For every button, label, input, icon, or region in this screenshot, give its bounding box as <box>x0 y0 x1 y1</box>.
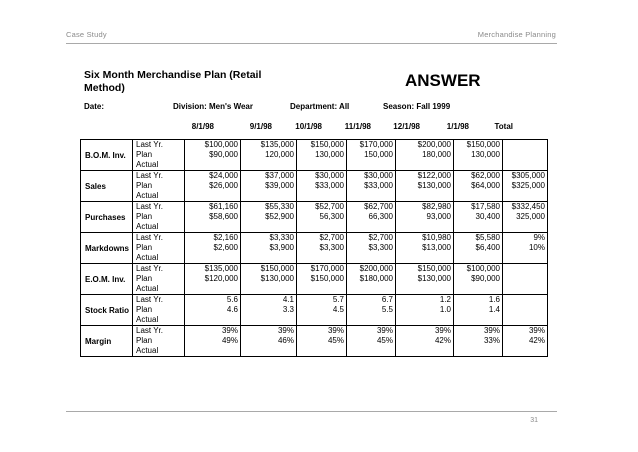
row-label: E.O.M. Inv. <box>81 264 133 295</box>
plan-value: $64,000 <box>471 181 500 190</box>
table-cell <box>185 264 241 295</box>
actual-value <box>454 315 500 325</box>
table-cell <box>185 140 241 171</box>
table-cell <box>241 233 297 264</box>
plan-value: 180,000 <box>422 150 451 159</box>
table-cell <box>454 171 503 202</box>
plan-value: 49% <box>221 336 238 345</box>
table-cell <box>347 295 396 326</box>
plan-value: 45% <box>376 336 393 345</box>
table-cell <box>454 140 503 171</box>
plan-value: $58,600 <box>209 212 238 221</box>
row-type-label: Actual <box>136 191 159 200</box>
table-cell <box>241 171 297 202</box>
table-cell <box>297 326 347 357</box>
actual-value <box>297 315 344 325</box>
actual-value <box>396 191 451 201</box>
last-year-value <box>503 264 545 274</box>
last-year-value: $150,000 <box>466 140 500 149</box>
actual-value <box>185 253 238 263</box>
actual-value <box>347 253 393 263</box>
plan-value: 325,000 <box>516 212 545 221</box>
plan-value: 4.6 <box>226 305 238 314</box>
plan-value: $150,000 <box>310 274 344 283</box>
row-type-labels <box>133 326 185 357</box>
table-cell <box>347 264 396 295</box>
plan-value: 46% <box>277 336 294 345</box>
last-year-value: 39% <box>434 326 451 335</box>
bottom-divider <box>66 411 557 412</box>
row-type-label: Plan <box>136 305 153 314</box>
row-type-label: Plan <box>136 212 153 221</box>
plan-value: $6,400 <box>475 243 500 252</box>
last-year-value: $135,000 <box>204 264 238 273</box>
last-year-value: 39% <box>221 326 238 335</box>
table-cell <box>396 295 454 326</box>
last-year-value: $122,000 <box>417 171 451 180</box>
row-label: Markdowns <box>81 233 133 264</box>
column-header: 10/1/98 <box>295 122 322 131</box>
table-cell <box>454 202 503 233</box>
last-year-value: $135,000 <box>260 140 294 149</box>
actual-value <box>396 315 451 325</box>
last-year-value: 39% <box>528 326 545 335</box>
row-type-labels <box>133 233 185 264</box>
last-year-value: $150,000 <box>310 140 344 149</box>
plan-value: $26,000 <box>209 181 238 190</box>
table-cell <box>297 171 347 202</box>
plan-value: 1.4 <box>488 305 500 314</box>
table-cell <box>241 202 297 233</box>
actual-value <box>347 191 393 201</box>
table-cell <box>241 140 297 171</box>
table-cell <box>503 233 548 264</box>
actual-value <box>185 315 238 325</box>
actual-value <box>241 346 294 356</box>
actual-value <box>396 253 451 263</box>
last-year-value: 5.6 <box>226 295 238 304</box>
department-label: Department: All <box>290 102 350 111</box>
actual-value <box>503 284 545 294</box>
row-type-label: Last Yr. <box>136 233 163 242</box>
last-year-value: 5.7 <box>332 295 344 304</box>
plan-value: 45% <box>327 336 344 345</box>
plan-value: $180,000 <box>359 274 393 283</box>
row-type-label: Last Yr. <box>136 295 163 304</box>
table-cell <box>503 202 548 233</box>
last-year-value: $82,980 <box>422 202 451 211</box>
table-cell <box>347 326 396 357</box>
last-year-value: $2,160 <box>213 233 238 242</box>
table-cell <box>347 171 396 202</box>
last-year-value: $24,000 <box>209 171 238 180</box>
last-year-value: $62,000 <box>471 171 500 180</box>
last-year-value: 39% <box>483 326 500 335</box>
actual-value <box>241 284 294 294</box>
row-type-label: Plan <box>136 274 153 283</box>
plan-value: 120,000 <box>265 150 294 159</box>
last-year-value: $5,580 <box>475 233 500 242</box>
plan-value <box>503 305 545 315</box>
table-cell <box>503 264 548 295</box>
table-cell <box>185 171 241 202</box>
table-cell <box>503 326 548 357</box>
plan-value: 150,000 <box>364 150 393 159</box>
row-type-label: Actual <box>136 222 159 231</box>
actual-value <box>297 191 344 201</box>
plan-value: $90,000 <box>471 274 500 283</box>
row-type-label: Last Yr. <box>136 264 163 273</box>
table-cell <box>454 264 503 295</box>
last-year-value: $10,980 <box>422 233 451 242</box>
plan-value: $3,300 <box>319 243 344 252</box>
column-header: 9/1/98 <box>249 122 272 131</box>
plan-value: $90,000 <box>209 150 238 159</box>
plan-value: $13,000 <box>422 243 451 252</box>
actual-value <box>396 160 451 170</box>
table-cell <box>185 202 241 233</box>
last-year-value: $17,580 <box>471 202 500 211</box>
actual-value <box>396 346 451 356</box>
row-type-label: Plan <box>136 243 153 252</box>
table-cell <box>396 171 454 202</box>
table-cell <box>503 171 548 202</box>
row-type-label: Last Yr. <box>136 326 163 335</box>
page-number: 31 <box>530 417 538 424</box>
date-label: Date: <box>84 102 105 111</box>
plan-value: 3.3 <box>282 305 294 314</box>
table-row <box>81 264 548 295</box>
last-year-value <box>503 295 545 305</box>
plan-value: $130,000 <box>417 181 451 190</box>
row-type-label: Actual <box>136 160 159 169</box>
row-label: Margin <box>81 326 133 357</box>
table-row <box>81 295 548 326</box>
table-cell <box>347 202 396 233</box>
plan-value <box>503 274 545 284</box>
last-year-value: $52,700 <box>315 202 344 211</box>
column-header: Total <box>494 122 513 131</box>
table-cell <box>347 140 396 171</box>
actual-value <box>185 284 238 294</box>
last-year-value: $170,000 <box>310 264 344 273</box>
table-cell <box>454 233 503 264</box>
actual-value <box>503 253 545 263</box>
row-label: Purchases <box>81 202 133 233</box>
last-year-value <box>503 140 545 150</box>
plan-value: $3,300 <box>368 243 393 252</box>
last-year-value: 39% <box>327 326 344 335</box>
plan-value: 30,400 <box>475 212 500 221</box>
column-header: 8/1/98 <box>191 122 214 131</box>
last-year-value: 39% <box>277 326 294 335</box>
row-type-labels <box>133 140 185 171</box>
column-header: 12/1/98 <box>393 122 420 131</box>
row-label: Stock Ratio <box>81 295 133 326</box>
table-cell <box>297 202 347 233</box>
actual-value <box>185 191 238 201</box>
last-year-value: $2,700 <box>368 233 393 242</box>
row-type-labels <box>133 202 185 233</box>
last-year-value: $200,000 <box>359 264 393 273</box>
plan-value: 93,000 <box>426 212 451 221</box>
plan-value: 5.5 <box>381 305 393 314</box>
row-type-label: Actual <box>136 315 159 324</box>
plan-value: 33% <box>483 336 500 345</box>
plan-value: 4.5 <box>332 305 344 314</box>
last-year-value: $150,000 <box>417 264 451 273</box>
plan-value: $130,000 <box>417 274 451 283</box>
table-cell <box>396 202 454 233</box>
last-year-value: $200,000 <box>417 140 451 149</box>
column-header: 11/1/98 <box>344 122 371 131</box>
last-year-value: 1.6 <box>488 295 500 304</box>
last-year-value: $332,450 <box>511 202 545 211</box>
table-cell <box>396 264 454 295</box>
actual-value <box>241 222 294 232</box>
actual-value <box>454 160 500 170</box>
table-cell <box>297 233 347 264</box>
last-year-value: $62,700 <box>364 202 393 211</box>
plan-value: $130,000 <box>260 274 294 283</box>
table-cell <box>185 326 241 357</box>
top-divider <box>66 43 557 44</box>
row-type-label: Plan <box>136 150 153 159</box>
table-row <box>81 171 548 202</box>
plan-value: $33,000 <box>364 181 393 190</box>
row-label: B.O.M. Inv. <box>81 140 133 171</box>
plan-value <box>503 150 545 160</box>
actual-value <box>347 315 393 325</box>
table-cell <box>241 264 297 295</box>
actual-value <box>297 253 344 263</box>
last-year-value: 6.7 <box>381 295 393 304</box>
actual-value <box>503 191 545 201</box>
row-type-label: Plan <box>136 181 153 190</box>
actual-value <box>454 222 500 232</box>
actual-value <box>503 315 545 325</box>
plan-value: $52,900 <box>265 212 294 221</box>
division-label: Division: Men's Wear <box>173 102 253 111</box>
actual-value <box>454 284 500 294</box>
plan-value: $2,600 <box>213 243 238 252</box>
table-cell <box>503 295 548 326</box>
actual-value <box>185 346 238 356</box>
row-type-label: Actual <box>136 346 159 355</box>
actual-value <box>503 222 545 232</box>
table-cell <box>241 326 297 357</box>
last-year-value: $150,000 <box>260 264 294 273</box>
plan-value: 130,000 <box>315 150 344 159</box>
table-row <box>81 233 548 264</box>
last-year-value: $61,160 <box>209 202 238 211</box>
table-row <box>81 202 548 233</box>
answer-label: ANSWER <box>405 71 481 90</box>
season-label: Season: Fall 1999 <box>383 102 451 111</box>
header-section-title: Merchandise Planning <box>477 30 556 39</box>
row-type-label: Plan <box>136 336 153 345</box>
row-type-label: Last Yr. <box>136 140 163 149</box>
last-year-value: 39% <box>376 326 393 335</box>
last-year-value: $30,000 <box>315 171 344 180</box>
last-year-value: $2,700 <box>319 233 344 242</box>
plan-title: Six Month Merchandise Plan (Retail Method) <box>84 69 262 94</box>
table-cell <box>297 264 347 295</box>
actual-value <box>297 160 344 170</box>
plan-value: $3,900 <box>269 243 294 252</box>
last-year-value: 4.1 <box>282 295 294 304</box>
table-cell <box>396 233 454 264</box>
row-type-labels <box>133 264 185 295</box>
last-year-value: $100,000 <box>466 264 500 273</box>
actual-value <box>347 222 393 232</box>
plan-value: $33,000 <box>315 181 344 190</box>
plan-value: $120,000 <box>204 274 238 283</box>
table-cell <box>185 295 241 326</box>
actual-value <box>241 160 294 170</box>
table-cell <box>297 295 347 326</box>
actual-value <box>396 284 451 294</box>
actual-value <box>241 253 294 263</box>
last-year-value: $30,000 <box>364 171 393 180</box>
table-cell <box>503 140 548 171</box>
column-header: 1/1/98 <box>446 122 469 131</box>
plan-value: 42% <box>528 336 545 345</box>
last-year-value: $100,000 <box>204 140 238 149</box>
actual-value <box>185 160 238 170</box>
actual-value <box>297 222 344 232</box>
actual-value <box>185 222 238 232</box>
last-year-value: 1.2 <box>439 295 451 304</box>
last-year-value: $170,000 <box>359 140 393 149</box>
table-cell <box>396 326 454 357</box>
plan-value: 66,300 <box>368 212 393 221</box>
row-label: Sales <box>81 171 133 202</box>
actual-value <box>347 346 393 356</box>
last-year-value: $3,330 <box>269 233 294 242</box>
actual-value <box>241 191 294 201</box>
last-year-value: $55,330 <box>265 202 294 211</box>
table-row <box>81 140 548 171</box>
actual-value <box>297 346 344 356</box>
table-row <box>81 326 548 357</box>
row-type-labels <box>133 295 185 326</box>
actual-value <box>241 315 294 325</box>
table-cell <box>347 233 396 264</box>
plan-value: 42% <box>434 336 451 345</box>
plan-value: 1.0 <box>439 305 451 314</box>
plan-value: 10% <box>528 243 545 252</box>
table-cell <box>241 295 297 326</box>
header-case-study: Case Study <box>66 30 107 39</box>
row-type-label: Actual <box>136 253 159 262</box>
last-year-value: 9% <box>533 233 545 242</box>
actual-value <box>396 222 451 232</box>
table-cell <box>454 326 503 357</box>
table-cell <box>396 140 454 171</box>
row-type-label: Last Yr. <box>136 202 163 211</box>
table-cell <box>454 295 503 326</box>
actual-value <box>297 284 344 294</box>
plan-value: 56,300 <box>319 212 344 221</box>
actual-value <box>503 160 545 170</box>
table-cell <box>297 140 347 171</box>
actual-value <box>347 284 393 294</box>
row-type-label: Last Yr. <box>136 171 163 180</box>
actual-value <box>454 253 500 263</box>
last-year-value: $37,000 <box>265 171 294 180</box>
actual-value <box>454 191 500 201</box>
table-cell <box>185 233 241 264</box>
merchandise-plan-table <box>80 139 548 357</box>
row-type-labels <box>133 171 185 202</box>
actual-value <box>503 346 545 356</box>
last-year-value: $305,000 <box>511 171 545 180</box>
row-type-label: Actual <box>136 284 159 293</box>
plan-value: $325,000 <box>511 181 545 190</box>
actual-value <box>347 160 393 170</box>
plan-value: 130,000 <box>471 150 500 159</box>
plan-value: $39,000 <box>265 181 294 190</box>
actual-value <box>454 346 500 356</box>
